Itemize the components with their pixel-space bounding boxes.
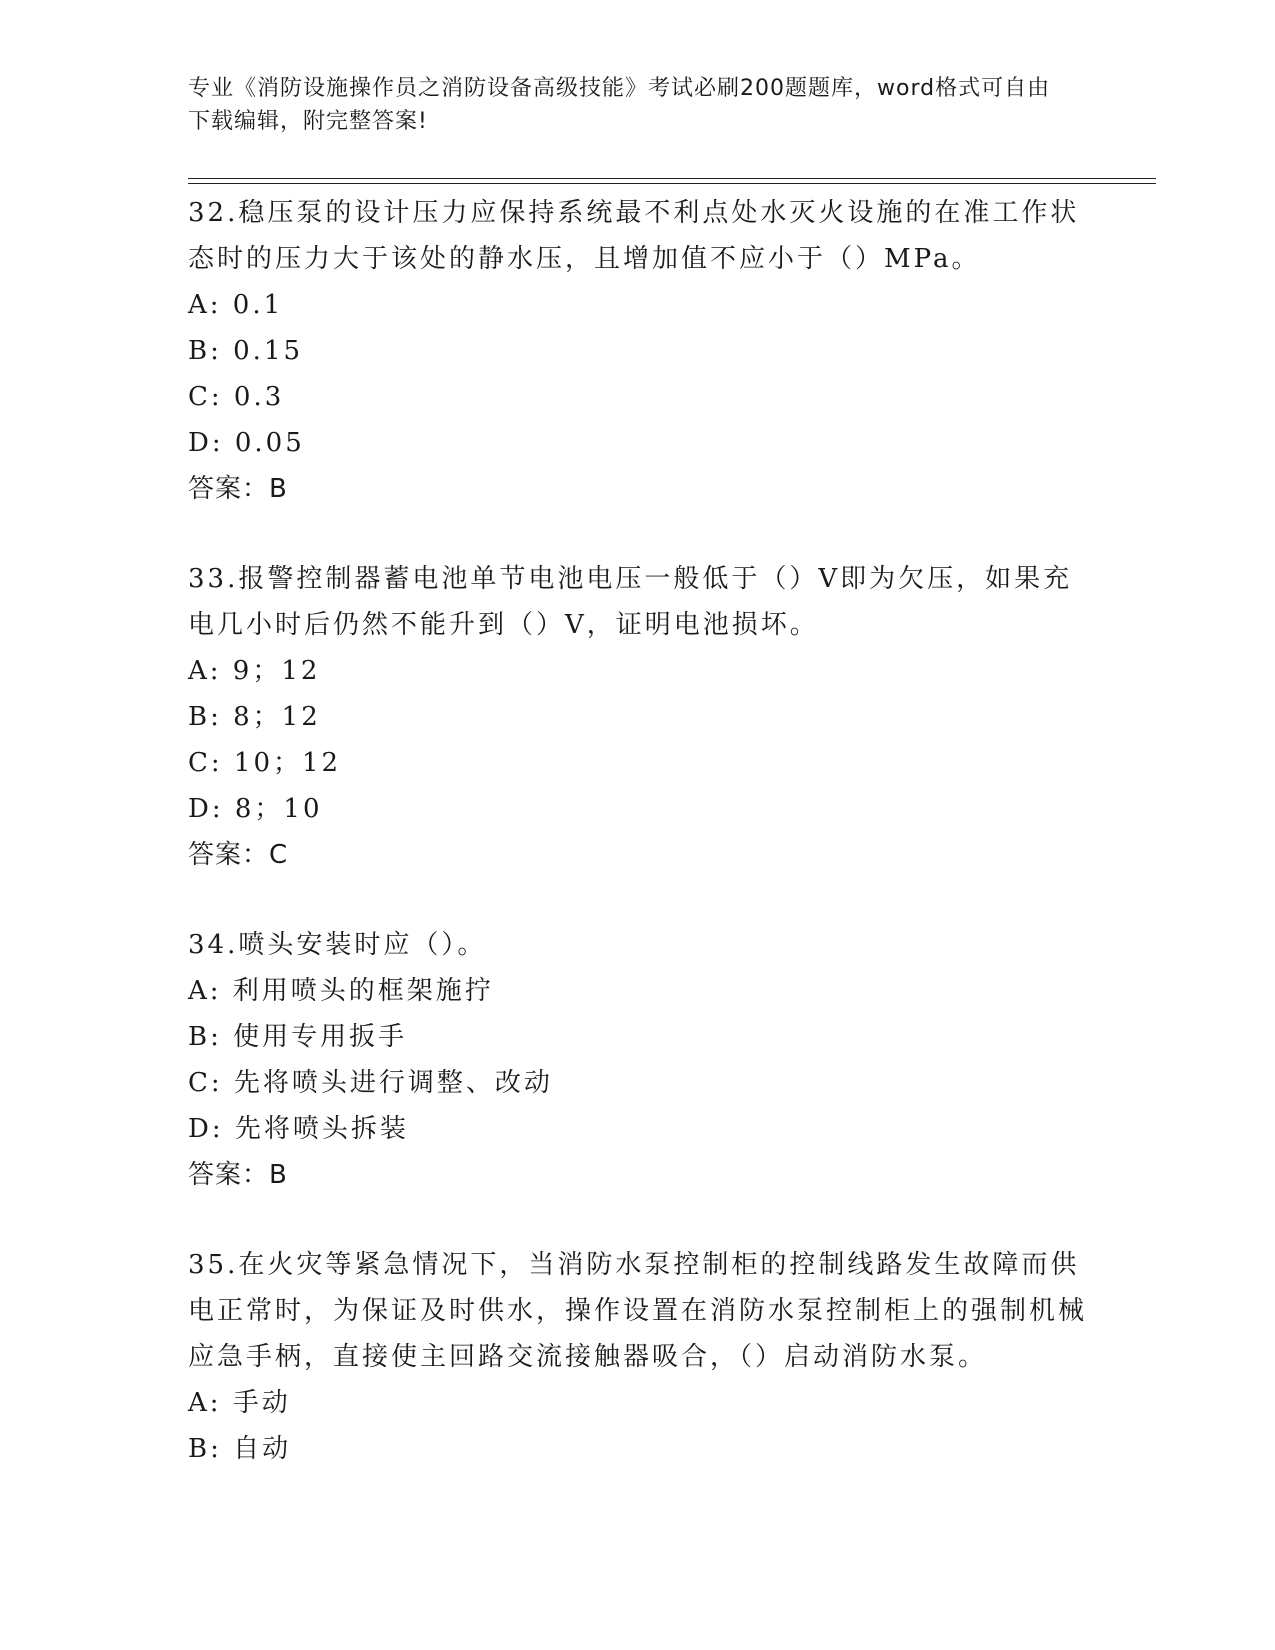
option-b: B: 8；12 (188, 702, 321, 732)
header-divider-top (188, 178, 1156, 179)
header-divider-bottom (188, 183, 1156, 184)
option-b: B: 0.15 (188, 336, 304, 366)
answer-line: 答案：C (188, 840, 289, 870)
answer-line: 答案：B (188, 474, 288, 504)
option-d: D: 0.05 (188, 428, 305, 458)
option-a: A: 0.1 (188, 290, 284, 320)
question-33 (188, 556, 1088, 878)
question-stem: 33.报警控制器蓄电池单节电池电压一般低于（）V即为欠压，如果充电几小时后仍然不能升到（）V，证明电池损坏。 (188, 564, 1073, 640)
option-d: D: 8；10 (188, 794, 323, 824)
question-35 (188, 1242, 1088, 1472)
option-b: B: 自动 (188, 1434, 292, 1464)
question-stem: 35.在火灾等紧急情况下，当消防水泵控制柜的控制线路发生故障而供电正常时，为保证及时供水，操作设置在消防水泵控制柜上的强制机械应急手柄，直接使主回路交流接触器吸合，（）启动消防水泵。 (188, 1250, 1088, 1372)
question-stem: 34.喷头安装时应（）。 (188, 930, 487, 960)
option-b: B: 使用专用扳手 (188, 1022, 408, 1052)
option-d: D: 先将喷头拆装 (188, 1114, 409, 1144)
option-c: C: 10；12 (188, 748, 342, 778)
document-header: 专业《消防设施操作员之消防设备高级技能》考试必刷200题题库，word格式可自由下载编辑，附完整答案! (188, 76, 1051, 134)
option-a: A: 手动 (188, 1388, 291, 1418)
question-32 (188, 190, 1088, 512)
question-list (188, 190, 1088, 1516)
option-a: A: 9；12 (188, 656, 321, 686)
option-c: C: 0.3 (188, 382, 285, 412)
question-34 (188, 922, 1088, 1198)
option-c: C: 先将喷头进行调整、改动 (188, 1068, 553, 1098)
answer-line: 答案：B (188, 1160, 288, 1190)
question-stem: 32.稳压泵的设计压力应保持系统最不利点处水灭火设施的在准工作状态时的压力大于该处的静水压，且增加值不应小于（）MPa。 (188, 198, 1080, 274)
option-a: A: 利用喷头的框架施拧 (188, 976, 494, 1006)
